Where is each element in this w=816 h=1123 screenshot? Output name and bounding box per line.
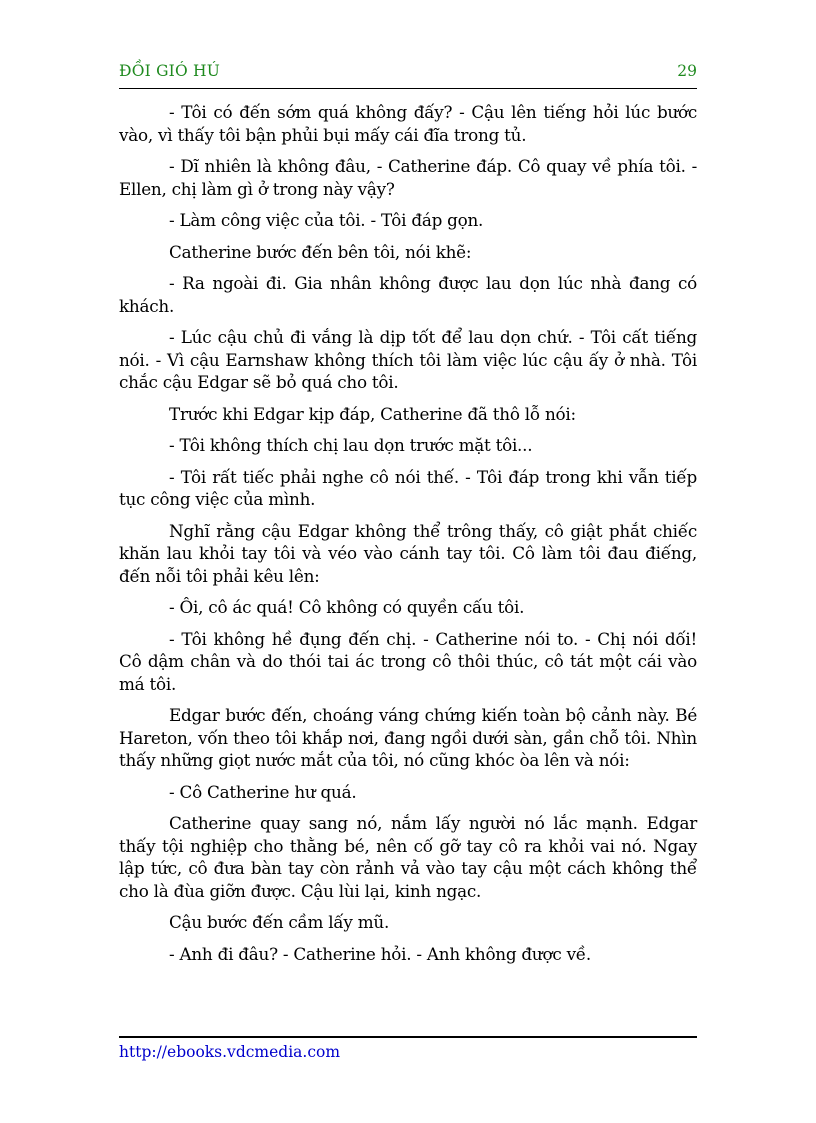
paragraph: Nghĩ rằng cậu Edgar không thể trông thấy, cô giật phắt chiếc khăn lau khỏi tay tôi và véo vào cánh tay tôi. Cô làm tôi đau điếng, đến nỗi tôi phải kêu lên: xyxy=(119,520,697,586)
paragraph: - Tôi không thích chị lau dọn trước mặt tôi... xyxy=(169,435,533,455)
paragraph: - Anh đi đâu? - Catherine hỏi. - Anh không được về. xyxy=(169,943,591,964)
paragraph: - Ôi, cô ác quá! Cô không có quyền cấu tôi. xyxy=(169,597,525,617)
paragraph: - Cô Catherine hư quá. xyxy=(169,781,357,802)
header-divider xyxy=(119,88,697,89)
paragraph: Trước khi Edgar kịp đáp, Catherine đã thô lỗ nói: xyxy=(169,403,576,424)
footer-link[interactable]: http://ebooks.vdcmedia.com xyxy=(119,1043,341,1061)
paragraph: - Lúc cậu chủ đi vắng là dịp tốt để lau dọn chứ. - Tôi cất tiếng nói. - Vì cậu Earnshaw không thích tôi làm việc lúc cậu ấy ở nhà. Tôi chắc cậu Edgar sẽ bỏ quá cho tôi. xyxy=(119,327,697,392)
book-title: ĐỒI GIÓ HÚ xyxy=(119,62,220,80)
paragraph: Catherine quay sang nó, nắm lấy người nó lắc mạnh. Edgar thấy tội nghiệp cho thằng bé, nên cố gỡ tay cô ra khỏi vai nó. Ngay lập tức, cô đưa bàn tay còn rảnh vả vào tay cậu một cách không thể cho là đùa giỡn được. Cậu lùi lại, kinh ngạc. xyxy=(119,813,697,901)
paragraph: - Ra ngoài đi. Gia nhân không được lau dọn lúc nhà đang có khách. xyxy=(119,273,697,316)
footer-divider xyxy=(119,1036,697,1038)
paragraph: - Tôi rất tiếc phải nghe cô nói thế. - Tôi đáp trong khi vẫn tiếp tục công việc của mình. xyxy=(119,466,697,509)
paragraph: Catherine bước đến bên tôi, nói khẽ: xyxy=(169,241,472,262)
paragraph: Edgar bước đến, choáng váng chứng kiến toàn bộ cảnh này. Bé Hareton, vốn theo tôi khắp nơi, đang ngồi dưới sàn, gần chỗ tôi. Nhìn thấy những giọt nước mắt của tôi, nó cũng khóc òa lên và nói: xyxy=(119,705,697,770)
page-header xyxy=(119,62,697,86)
paragraph: - Dĩ nhiên là không đâu, - Catherine đáp. Cô quay về phía tôi. - Ellen, chị làm gì ở trong này vậy? xyxy=(119,156,697,199)
page-body xyxy=(119,101,697,974)
page-number: 29 xyxy=(677,62,697,80)
paragraph: - Làm công việc của tôi. - Tôi đáp gọn. xyxy=(169,210,484,230)
paragraph: Cậu bước đến cầm lấy mũ. xyxy=(169,912,390,932)
paragraph: - Tôi có đến sớm quá không đấy? - Cậu lên tiếng hỏi lúc bước vào, vì thấy tôi bận phủi bụi mấy cái đĩa trong tủ. xyxy=(119,102,697,145)
paragraph: - Tôi không hề đụng đến chị. - Catherine nói to. - Chị nói dối! Cô dậm chân và do thói tai ác trong cô thôi thúc, cô tát một cái vào má tôi. xyxy=(119,628,697,694)
